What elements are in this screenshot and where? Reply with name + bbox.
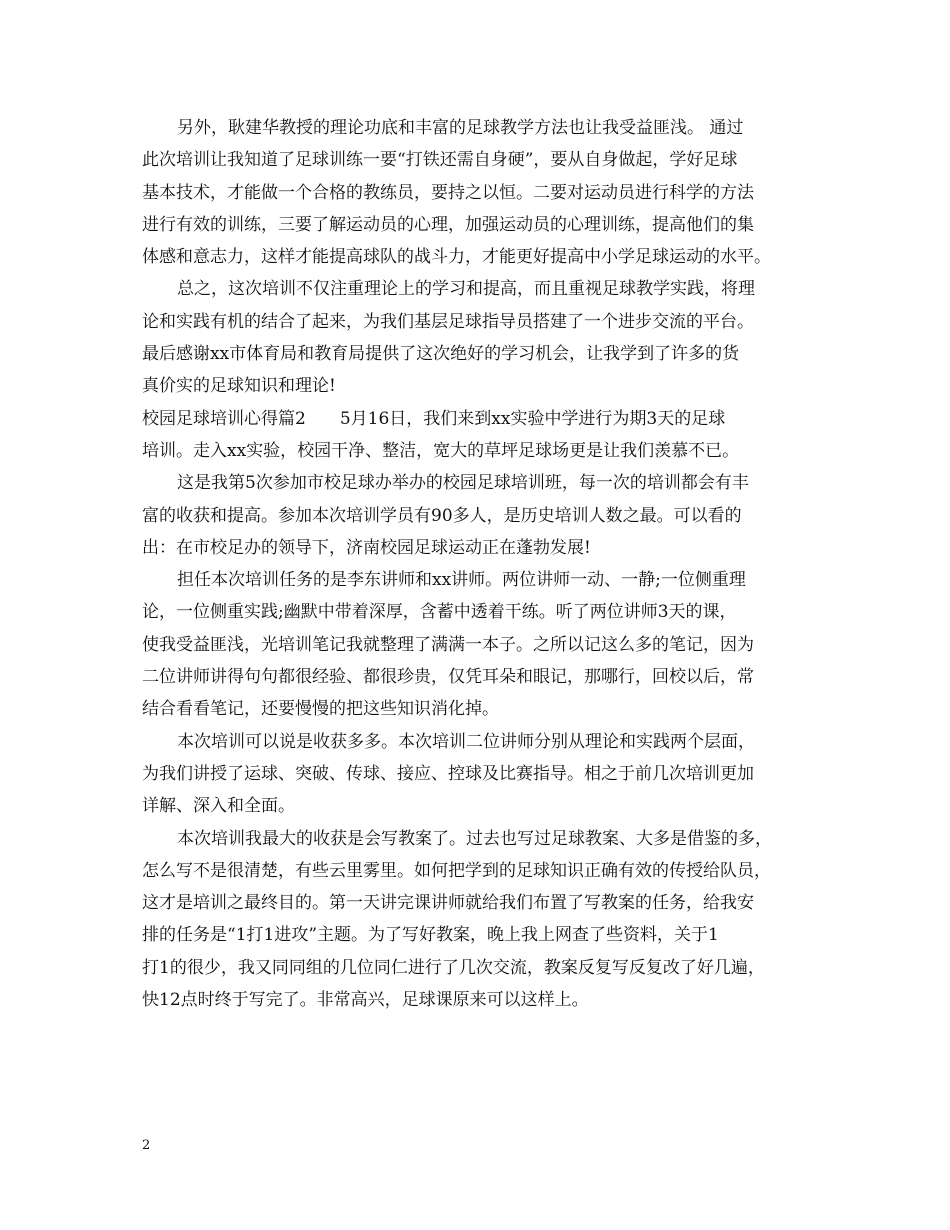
page-number: 2 [142,1138,151,1153]
text-line: 基本技术，才能做一个合格的教练员，要持之以恒。二要对运动员进行科学的方法 [142,182,754,203]
text-line: 这是我第5次参加市校足球办举办的校园足球培训班，每一次的培训都会有丰 [177,473,749,494]
section-heading-line: 校园足球培训心得篇2 5月16日，我们来到xx实验中学进行为期3天的足球 [142,408,726,429]
text-line: 二位讲师讲得句句都很经验、都很珍贵，仅凭耳朵和眼记，那哪行，回校以后，常 [142,667,754,688]
text-line: 体感和意志力，这样才能提高球队的战斗力，才能更好提高中小学足球运动的水平。 [142,247,771,268]
text-line: 详解、深入和全面。 [142,796,295,817]
text-line: 富的收获和提高。参加本次培训学员有90多人，是历史培训人数之最。可以看的 [142,505,742,526]
text-line: 担任本次培训任务的是李东讲师和xx讲师。两位讲师一动、一静;一位侧重理 [177,570,746,591]
text-line: 总之，这次培训不仅注重理论上的学习和提高，而且重视足球教学实践，将理 [177,279,755,300]
text-line: 培训。走入xx实验，校园干净、整洁，宽大的草坪足球场更是让我们羡慕不已。 [142,440,740,461]
text-line: 进行有效的训练，三要了解运动员的心理，加强运动员的心理训练，提高他们的集 [142,214,754,235]
text-line: 论，一位侧重实践;幽默中带着深厚，含蓄中透着干练。听了两位讲师3天的课， [142,602,737,623]
text-line: 此次培训让我知道了足球训练一要“打铁还需自身硬”，要从自身做起，学好足球 [142,150,738,171]
text-line: 真价实的足球知识和理论! [142,376,336,397]
text-line: 打1的很少，我又同同组的几位同仁进行了几次交流，教案反复写反复改了好几遍， [142,957,765,978]
text-line: 结合看看笔记，还要慢慢的把这些知识消化掉。 [142,699,499,720]
text-line: 本次培训我最大的收获是会写教案了。过去也写过足球教案、大多是借鉴的多， [177,828,772,849]
text-line: 最后感谢xx市体育局和教育局提供了这次绝好的学习机会，让我学到了许多的货 [142,344,740,365]
document-body [142,112,812,1016]
text-line: 论和实践有机的结合了起来，为我们基层足球指导员搭建了一个进步交流的平台。 [142,311,754,332]
text-line: 快12点时终于写完了。非常高兴，足球课原来可以这样上。 [142,990,589,1011]
text-line: 使我受益匪浅，光培训笔记我就整理了满满一本子。之所以记这么多的笔记，因为 [142,634,754,655]
text-line: 出：在市校足办的领导下，济南校园足球运动正在蓬勃发展! [142,537,591,558]
text-line: 这才是培训之最终目的。第一天讲完课讲师就给我们布置了写教案的任务，给我安 [142,893,754,914]
text-line: 本次培训可以说是收获多多。本次培训二位讲师分别从理论和实践两个层面， [177,731,755,752]
text-line: 怎么写不是很清楚，有些云里雾里。如何把学到的足球知识正确有效的传授给队员， [142,860,771,881]
text-line: 另外，耿建华教授的理论功底和丰富的足球教学方法也让我受益匪浅。 通过 [177,118,744,138]
text-line: 为我们讲授了运球、突破、传球、接应、控球及比赛指导。相之于前几次培训更加 [142,763,754,784]
text-line: 排的任务是“1打1进攻”主题。为了写好教案，晚上我上网查了些资料，关于1 [142,925,719,946]
